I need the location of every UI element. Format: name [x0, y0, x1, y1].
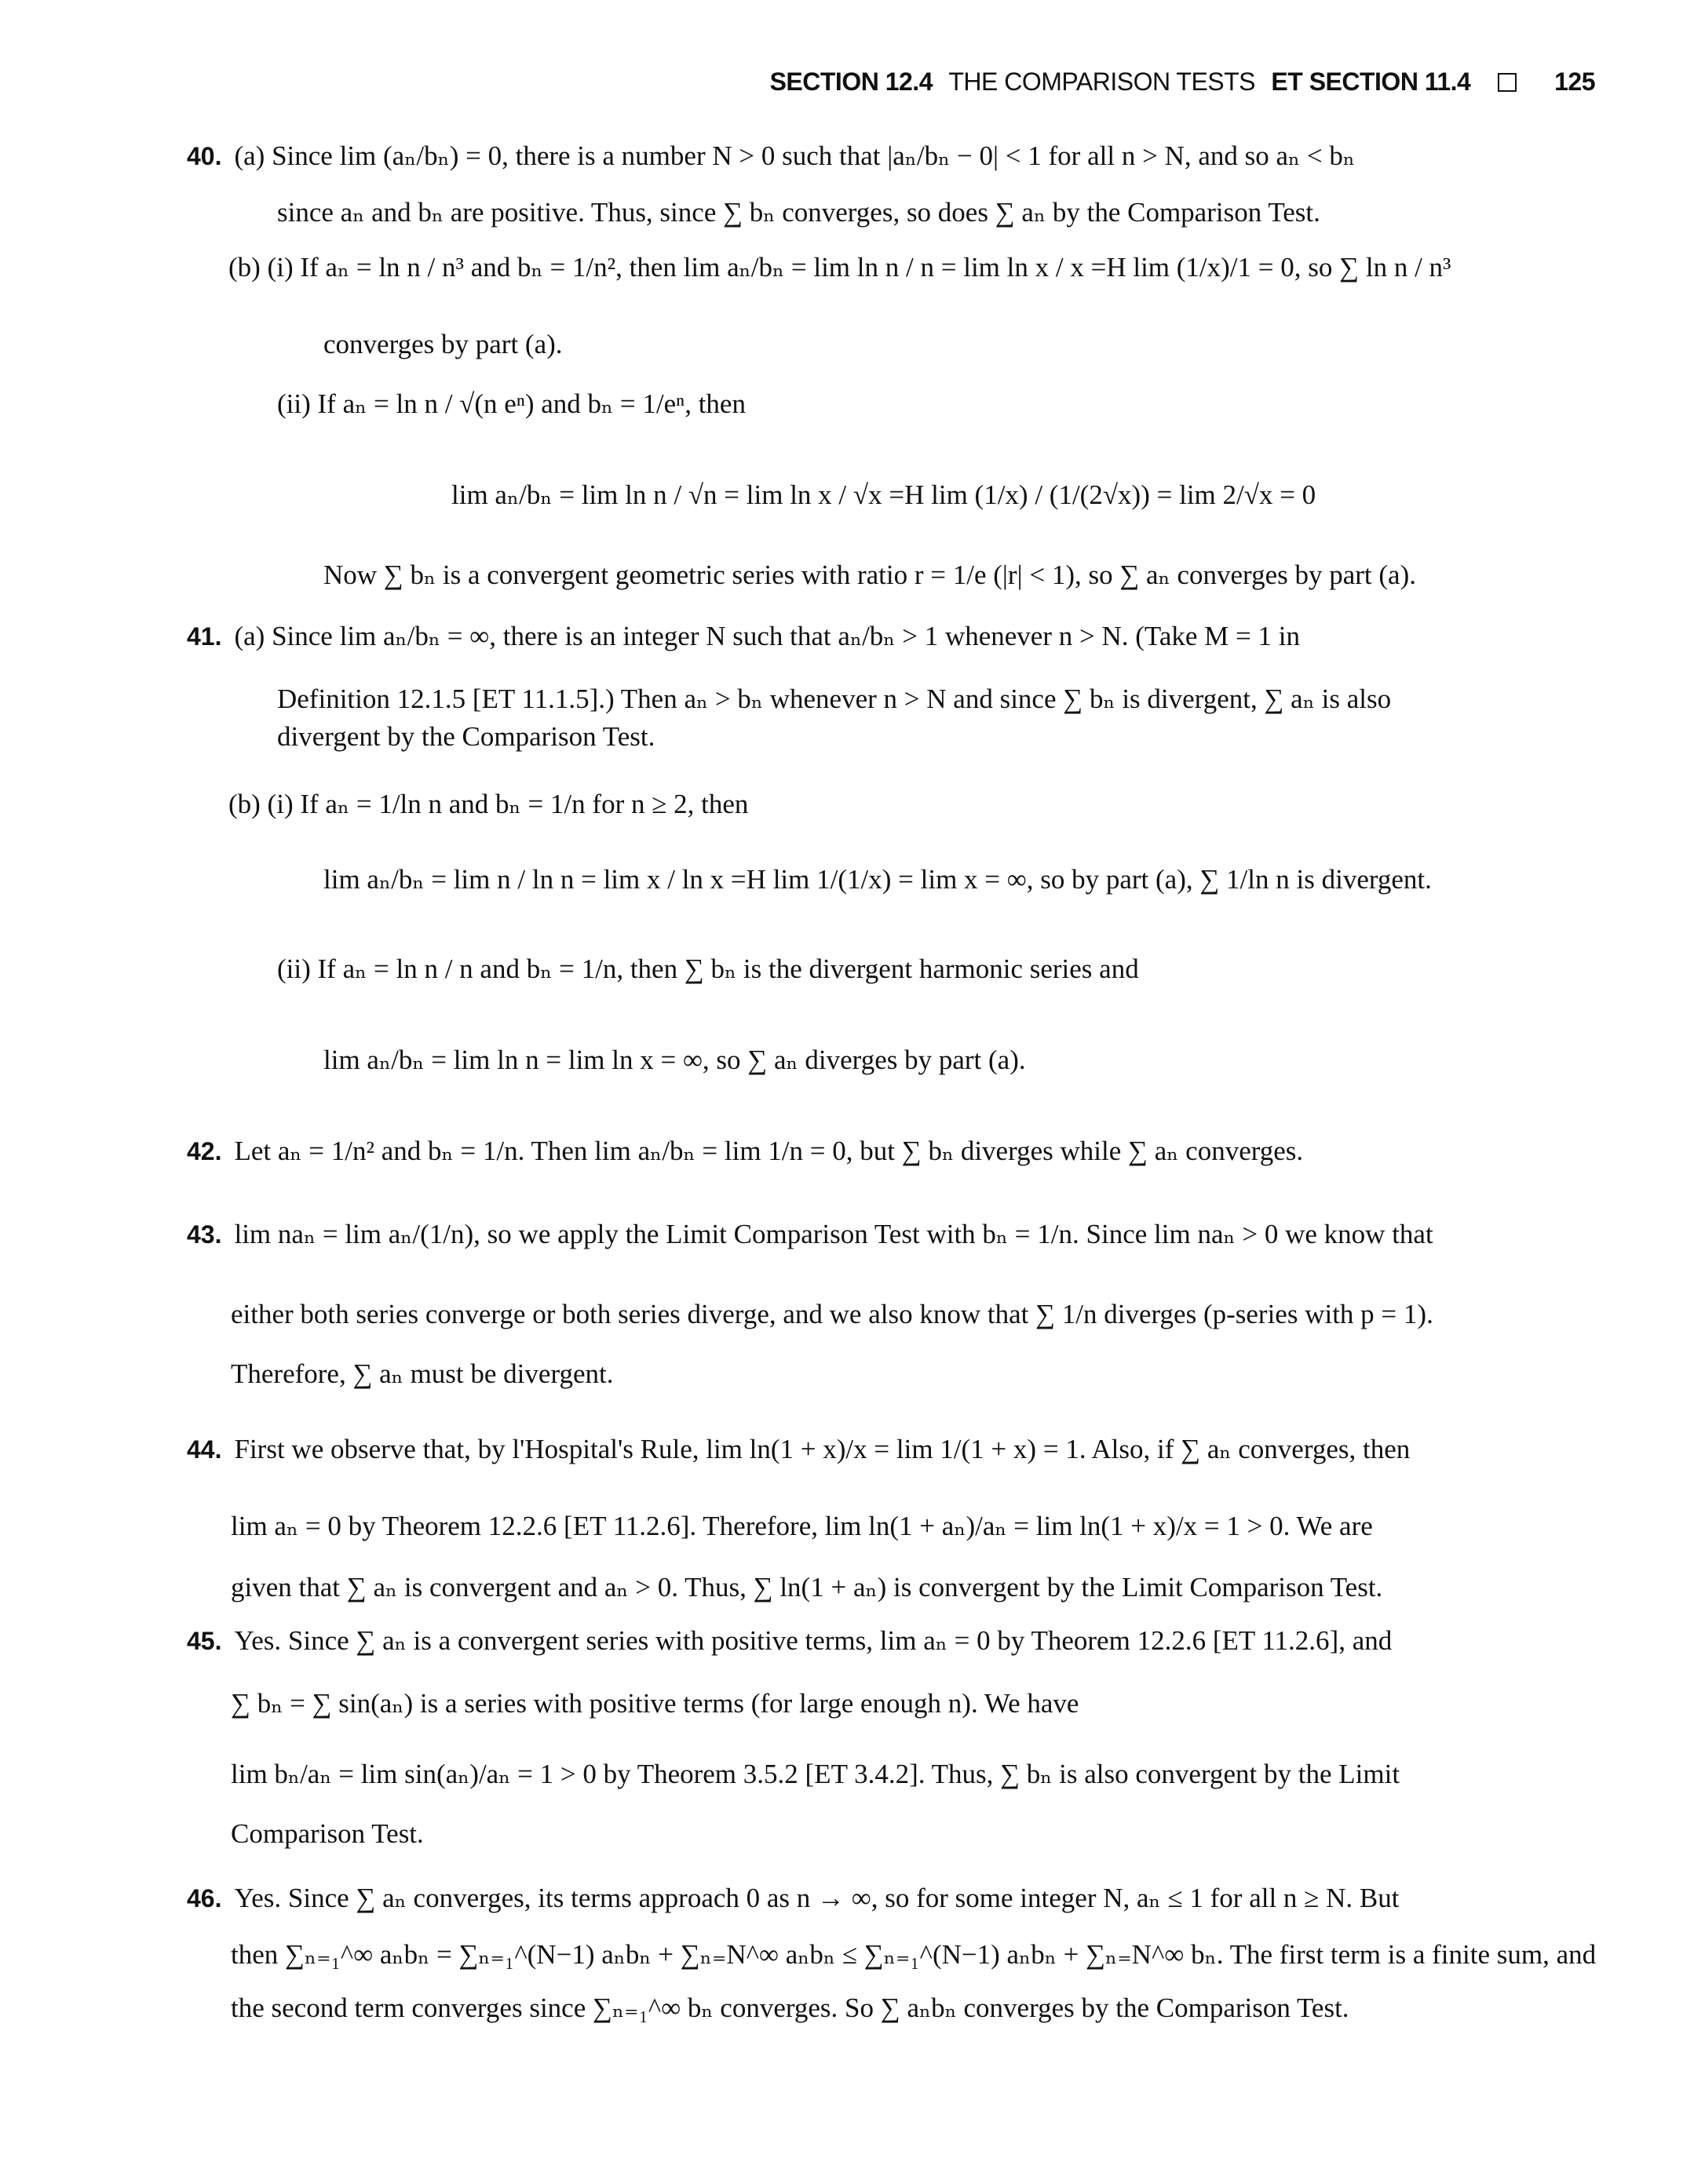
problem-number: 45. [187, 1627, 222, 1655]
problem-number: 43. [187, 1220, 222, 1249]
problem-40-b-ii-line-2: Now ∑ bₙ is a convergent geometric series with ratio r = 1/e (|r| < 1), so ∑ aₙ converges by part (a). [323, 560, 1416, 590]
problem-45-line-1: 45. Yes. Since ∑ aₙ is a convergent series with positive terms, lim aₙ = 0 by Theorem 12.2.6 [ET 11.2.6], and [187, 1625, 1393, 1656]
et-section-label: ET SECTION 11.4 [1271, 67, 1471, 96]
running-header [770, 67, 1595, 97]
problem-43-line-2: either both series converge or both series diverge, and we also know that ∑ 1/n diverges (p-series with p = 1). [231, 1299, 1433, 1329]
problem-45-line-2: ∑ bₙ = ∑ sin(aₙ) is a series with positive terms (for large enough n). We have [231, 1688, 1079, 1719]
problem-41-line-2: Definition 12.1.5 [ET 11.1.5].) Then aₙ > bₙ whenever n > N and since ∑ bₙ is divergent, ∑ aₙ is also [277, 684, 1392, 714]
problem-40-b-i-line-2: converges by part (a). [323, 329, 563, 359]
section-title: THE COMPARISON TESTS [948, 67, 1256, 96]
section-label: SECTION 12.4 [769, 67, 933, 96]
problem-40-b-ii-equation: lim aₙ/bₙ = lim ln n / √n = lim ln x / √x =H lim (1/x) / (1/(2√x)) = lim 2/√x = 0 [451, 479, 1316, 510]
problem-44-line-2: lim aₙ = 0 by Theorem 12.2.6 [ET 11.2.6]. Therefore, lim ln(1 + aₙ)/aₙ = lim ln(1 + x)/x = 1 > 0. We are [231, 1511, 1373, 1541]
problem-43-line-3: Therefore, ∑ aₙ must be divergent. [231, 1358, 614, 1389]
problem-40-line-1: 40. (a) Since lim (aₙ/bₙ) = 0, there is a number N > 0 such that |aₙ/bₙ − 0| < 1 for all n > N, and so aₙ < bₙ [187, 140, 1356, 171]
problem-number: 41. [187, 622, 222, 651]
problem-number: 42. [187, 1137, 222, 1165]
problem-41-line-3: divergent by the Comparison Test. [277, 721, 655, 752]
problem-41-b-i-equation: lim aₙ/bₙ = lim n / ln n = lim x / ln x =H lim 1/(1/x) = lim x = ∞, so by part (a), ∑ 1/ln n is divergent. [323, 864, 1432, 895]
problem-40-b-ii-line-1: (ii) If aₙ = ln n / √(n eⁿ) and bₙ = 1/eⁿ, then [277, 388, 746, 419]
problem-41-b-i-line-1: (b) (i) If aₙ = 1/ln n and bₙ = 1/n for n ≥ 2, then [228, 789, 749, 819]
problem-number: 40. [187, 142, 222, 170]
problem-46-line-2: then ∑ₙ₌₁^∞ aₙbₙ = ∑ₙ₌₁^(N−1) aₙbₙ + ∑ₙ₌N^∞ aₙbₙ ≤ ∑ₙ₌₁^(N−1) aₙbₙ + ∑ₙ₌N^∞ bₙ. The first term is a finite sum, and [231, 1939, 1597, 1970]
problem-41-line-1: 41. (a) Since lim aₙ/bₙ = ∞, there is an integer N such that aₙ/bₙ > 1 whenever n > N. (Take M = 1 in [187, 621, 1300, 651]
problem-42-line-1: 42. Let aₙ = 1/n² and bₙ = 1/n. Then lim aₙ/bₙ = lim 1/n = 0, but ∑ bₙ diverges while ∑ aₙ converges. [187, 1136, 1304, 1166]
square-icon [1498, 73, 1517, 92]
problem-44-line-3: given that ∑ aₙ is convergent and aₙ > 0. Thus, ∑ ln(1 + aₙ) is convergent by the Limit Comparison Test. [231, 1572, 1383, 1602]
problem-45-line-4: Comparison Test. [231, 1818, 424, 1849]
problem-46-line-1: 46. Yes. Since ∑ aₙ converges, its terms approach 0 as n → ∞, so for some integer N, aₙ ≤ 1 for all n ≥ N. But [187, 1883, 1400, 1913]
problem-46-line-3: the second term converges since ∑ₙ₌₁^∞ bₙ converges. So ∑ aₙbₙ converges by the Comparison Test. [231, 1993, 1349, 2023]
problem-44-line-1: 44. First we observe that, by l'Hospital's Rule, lim ln(1 + x)/x = lim 1/(1 + x) = 1. Also, if ∑ aₙ converges, then [187, 1434, 1411, 1464]
problem-41-b-ii-line-1: (ii) If aₙ = ln n / n and bₙ = 1/n, then ∑ bₙ is the divergent harmonic series and [277, 953, 1139, 984]
problem-number: 46. [187, 1884, 222, 1912]
problem-40-b-i-line-1: (b) (i) If aₙ = ln n / n³ and bₙ = 1/n², then lim aₙ/bₙ = lim ln n / n = lim ln x / x =H lim (1/x)/1 = 0, so ∑ ln n / n³ [228, 252, 1451, 283]
problem-41-b-ii-equation: lim aₙ/bₙ = lim ln n = lim ln x = ∞, so ∑ aₙ diverges by part (a). [323, 1045, 1026, 1075]
problem-number: 44. [187, 1435, 222, 1464]
problem-40-line-2: since aₙ and bₙ are positive. Thus, since ∑ bₙ converges, so does ∑ aₙ by the Comparison Test. [277, 197, 1320, 228]
problem-43-line-1: 43. lim naₙ = lim aₙ/(1/n), so we apply the Limit Comparison Test with bₙ = 1/n. Since lim naₙ > 0 we know that [187, 1219, 1433, 1249]
page-number: 125 [1554, 67, 1595, 96]
problem-45-line-3: lim bₙ/aₙ = lim sin(aₙ)/aₙ = 1 > 0 by Theorem 3.5.2 [ET 3.4.2]. Thus, ∑ bₙ is also convergent by the Limit [231, 1759, 1400, 1789]
